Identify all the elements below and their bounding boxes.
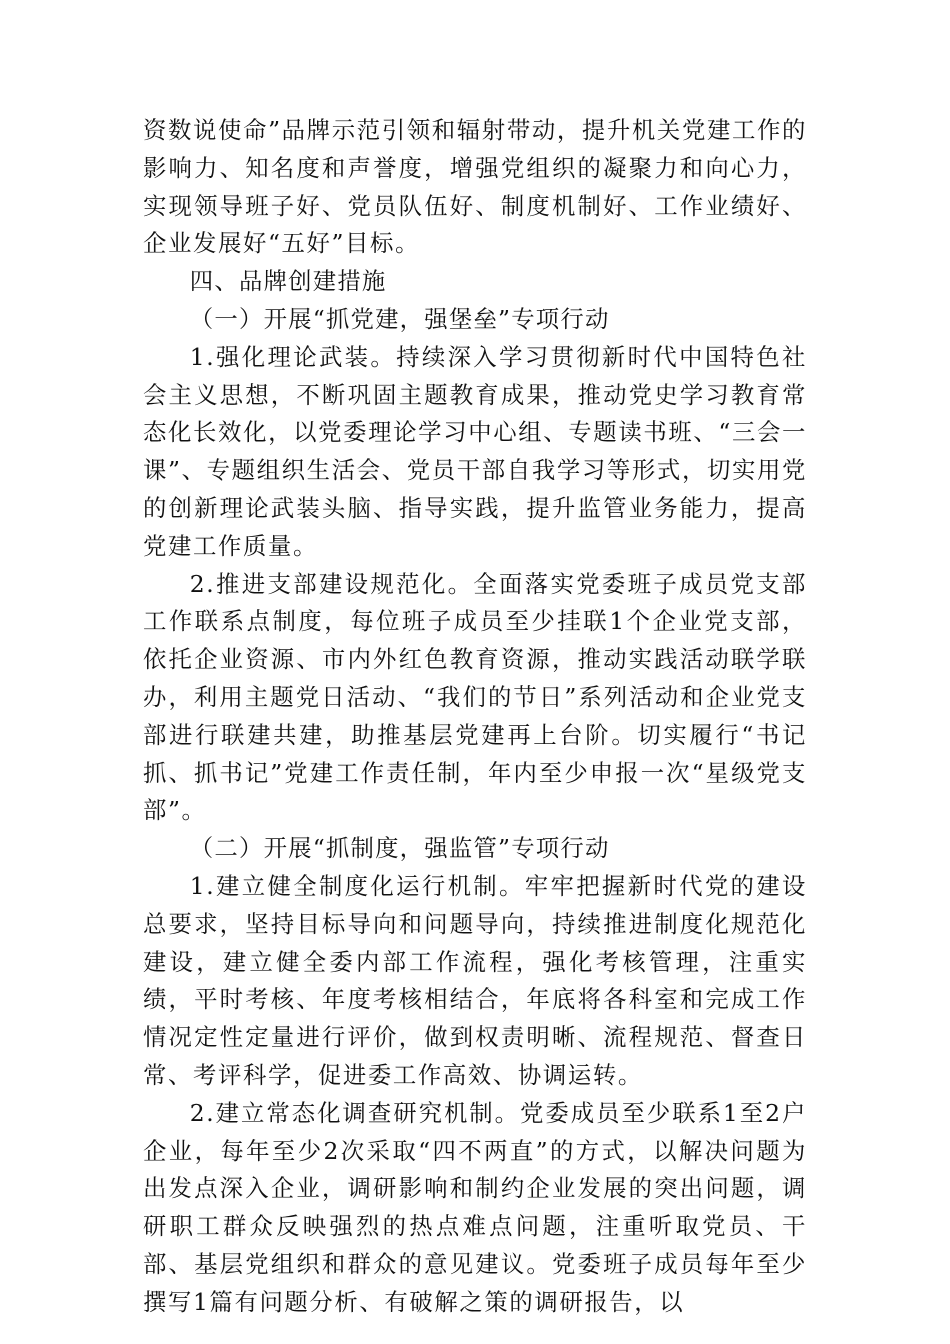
paragraph-branch-standardization: 2.推进支部建设规范化。全面落实党委班子成员党支部工作联系点制度，每位班子成员至少挂联1个企业党支部，依托企业资源、市内外红色教育资源，推动实践活动联学联办，利用主题党日活动、“我们的节日”系列活动和企业党支部进行联建共建，助推基层党建再上台阶。切实履行“书记抓、抓书记”党建工作责任制，年内至少申报一次“星级党支部”。: [143, 569, 807, 825]
paragraph-institutional-mechanism: 1.建立健全制度化运行机制。牢牢把握新时代党的建设总要求，坚持目标导向和问题导向，持续推进制度化规范化建设，建立健全委内部工作流程，强化考核管理，注重实绩，平时考核、年度考核相结合，年底将各科室和完成工作情况定性定量进行评价，做到权责明晰、流程规范、督查日常、考评科学，促进委工作高效、协调运转。: [143, 871, 807, 1089]
subheading-party-building-action: （一）开展“抓党建，强堡垒”专项行动: [189, 304, 610, 333]
paragraph-research-mechanism: 2.建立常态化调查研究机制。党委成员至少联系1至2户企业，每年至少2次采取“四不两直”的方式，以解决问题为出发点深入企业，调研影响和制约企业发展的突出问题，调研职工群众反映强烈的热点难点问题，注重听取党员、干部、基层党组织和群众的意见建议。党委班子成员每年至少撰写1篇有问题分析、有破解之策的调研报告，以: [143, 1098, 807, 1316]
document-page: [143, 112, 807, 1322]
section-heading-measures: 四、品牌创建措施: [189, 267, 387, 296]
paragraph-continuation: 资数说使命”品牌示范引领和辐射带动，提升机关党建工作的影响力、知名度和声誉度，增强党组织的凝聚力和向心力，实现领导班子好、党员队伍好、制度机制好、工作业绩好、企业发展好“五好”目标。: [143, 116, 807, 258]
paragraph-theory-arming: 1.强化理论武装。持续深入学习贯彻新时代中国特色社会主义思想，不断巩固主题教育成果，推动党史学习教育常态化长效化，以党委理论学习中心组、专题读书班、“三会一课”、专题组织生活会、党员干部自我学习等形式，切实用党的创新理论武装头脑、指导实践，提升监管业务能力，提高党建工作质量。: [143, 342, 807, 560]
subheading-system-supervision-action: （二）开展“抓制度，强监管”专项行动: [189, 834, 610, 863]
